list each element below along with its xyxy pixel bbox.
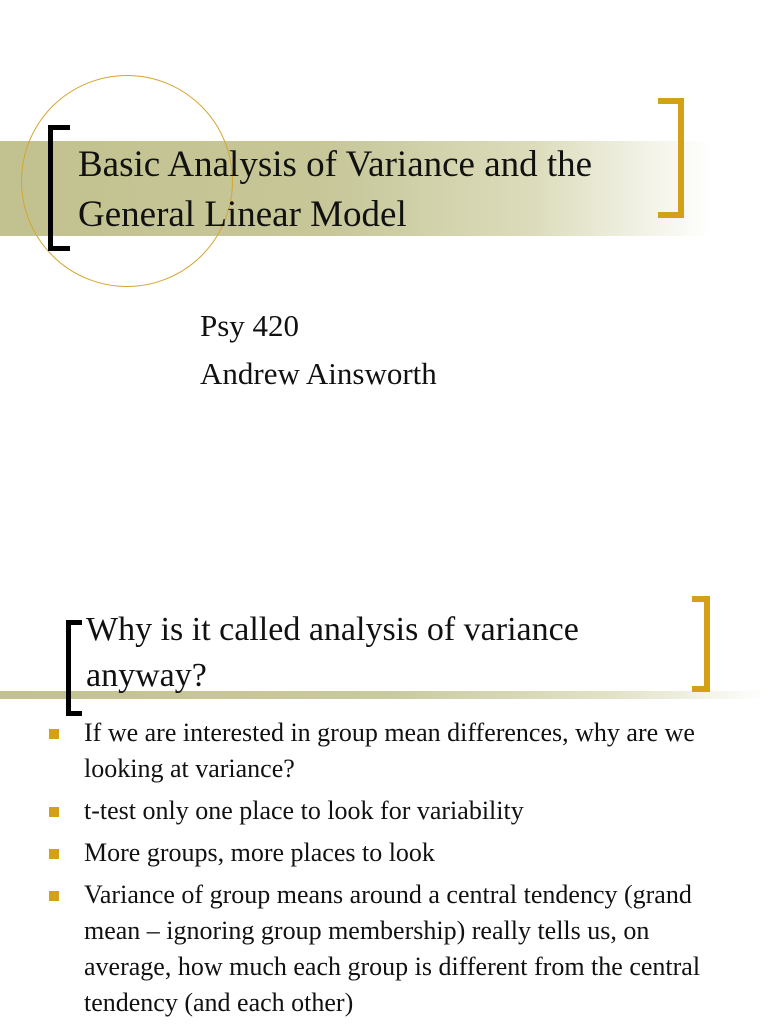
bullet-text: Variance of group means around a central tendency (grand mean – ignoring group membership) really tells us, on average, how much each group is different from the central tendency (and each other) [84,880,701,1017]
bullet-list [0,715,768,1027]
bullet-text: More groups, more places to look [84,838,435,867]
left-bracket-icon [48,125,70,251]
slide-title: Why is it called analysis of variance anyway? [86,611,579,694]
square-bullet-icon [49,849,59,859]
right-bracket-icon [658,98,684,218]
left-bracket-icon [66,620,82,716]
slide-title: Basic Analysis of Variance and the General Linear Model [78,144,593,235]
bullet-text: t-test only one place to look for variability [84,796,524,825]
subtitle-block [200,302,437,398]
right-bracket-icon [692,596,710,692]
list-item [0,793,768,829]
square-bullet-icon [49,729,59,739]
content-slide [0,512,768,1024]
list-item [0,835,768,871]
title-slide [0,0,768,512]
course-label: Psy 420 [200,308,300,343]
square-bullet-icon [49,807,59,817]
author-name: Andrew Ainsworth [200,356,437,391]
square-bullet-icon [49,891,59,901]
list-item [0,877,768,1021]
bullet-text: If we are interested in group mean differences, why are we looking at variance? [84,718,695,783]
list-item [0,715,768,787]
